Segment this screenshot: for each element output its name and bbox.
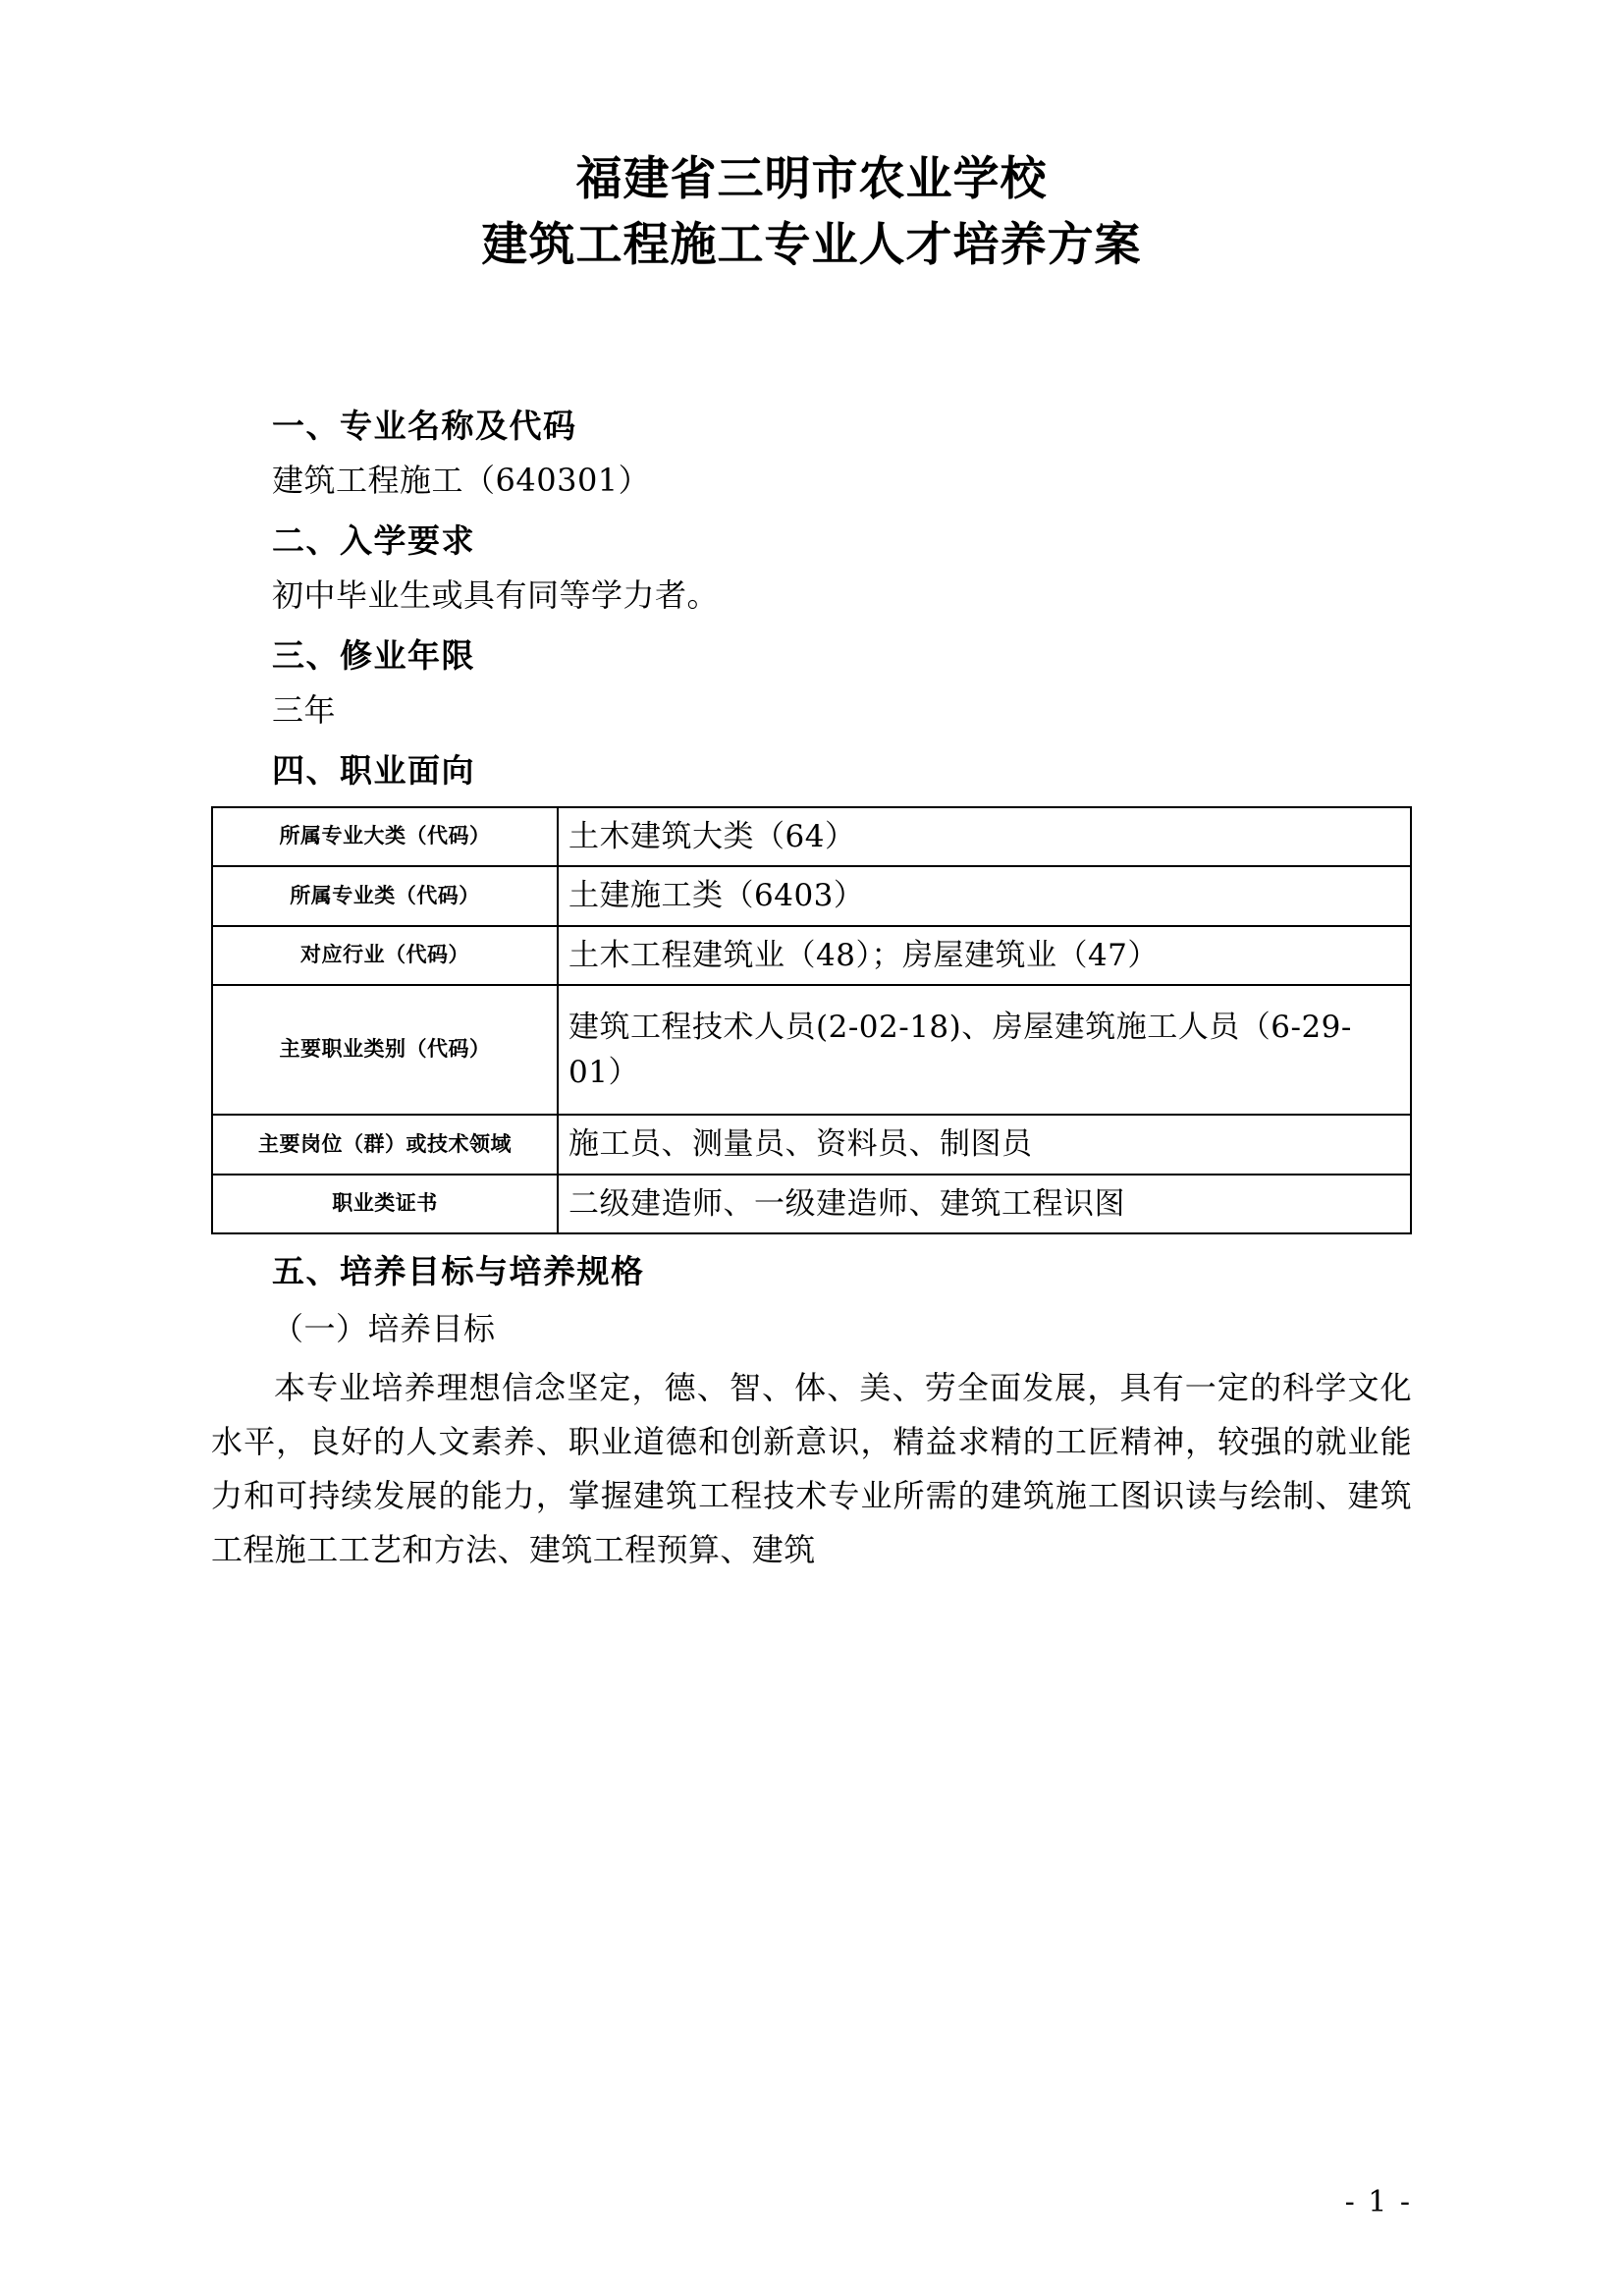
table-cell-label: 所属专业类（代码）	[212, 866, 558, 926]
table-cell-value: 二级建造师、一级建造师、建筑工程识图	[558, 1175, 1411, 1234]
table-row	[212, 985, 1411, 1115]
table-cell-label: 主要职业类别（代码）	[212, 985, 558, 1115]
table-cell-value: 土木建筑大类（64）	[558, 807, 1411, 867]
section-heading-major-name: 一、专业名称及代码	[272, 407, 577, 446]
table-row	[212, 926, 1411, 986]
page-number: - 1 -	[1344, 2185, 1412, 2219]
section-heading-career-orientation: 四、职业面向	[272, 751, 475, 791]
document-title-line-1: 福建省三明市农业学校	[575, 152, 1048, 206]
table-row	[212, 807, 1411, 867]
section-heading-duration: 三、修业年限	[272, 636, 475, 676]
document-title-line-2: 建筑工程施工专业人才培养方案	[481, 217, 1142, 272]
section-heading-training-goals: 五、培养目标与培养规格	[272, 1252, 645, 1291]
document-title	[211, 147, 1412, 278]
table-cell-value: 施工员、测量员、资料员、制图员	[558, 1115, 1411, 1175]
sub-heading-training-goal: （一）培养目标	[272, 1310, 496, 1348]
table-cell-label: 对应行业（代码）	[212, 926, 558, 986]
career-orientation-table	[211, 806, 1412, 1235]
table-cell-label: 所属专业大类（代码）	[212, 807, 558, 867]
table-cell-label: 职业类证书	[212, 1175, 558, 1234]
paragraph-training-goal: 本专业培养理想信念坚定，德、智、体、美、劳全面发展，具有一定的科学文化水平，良好的人文素养、职业道德和创新意识，精益求精的工匠精神，较强的就业能力和可持续发展的能力，掌握建筑工程技术专业所需的建筑施工图识读与绘制、建筑工程施工工艺和方法、建筑工程预算、建筑	[211, 1368, 1412, 1569]
table-row	[212, 1115, 1411, 1175]
table-cell-label: 主要岗位（群）或技术领域	[212, 1115, 558, 1175]
table-row	[212, 1175, 1411, 1234]
section-text-major-name: 建筑工程施工（640301）	[272, 461, 651, 499]
section-heading-admission: 二、入学要求	[272, 521, 475, 561]
title-spacer	[211, 278, 1412, 401]
table-row	[212, 866, 1411, 926]
table-cell-value: 土木工程建筑业（48）；房屋建筑业（47）	[558, 926, 1411, 986]
section-text-duration: 三年	[272, 690, 337, 729]
section-text-admission: 初中毕业生或具有同等学力者。	[272, 575, 720, 614]
table-cell-value: 土建施工类（6403）	[558, 866, 1411, 926]
table-cell-value: 建筑工程技术人员(2-02-18)、房屋建筑施工人员（6-29-01）	[558, 985, 1411, 1115]
